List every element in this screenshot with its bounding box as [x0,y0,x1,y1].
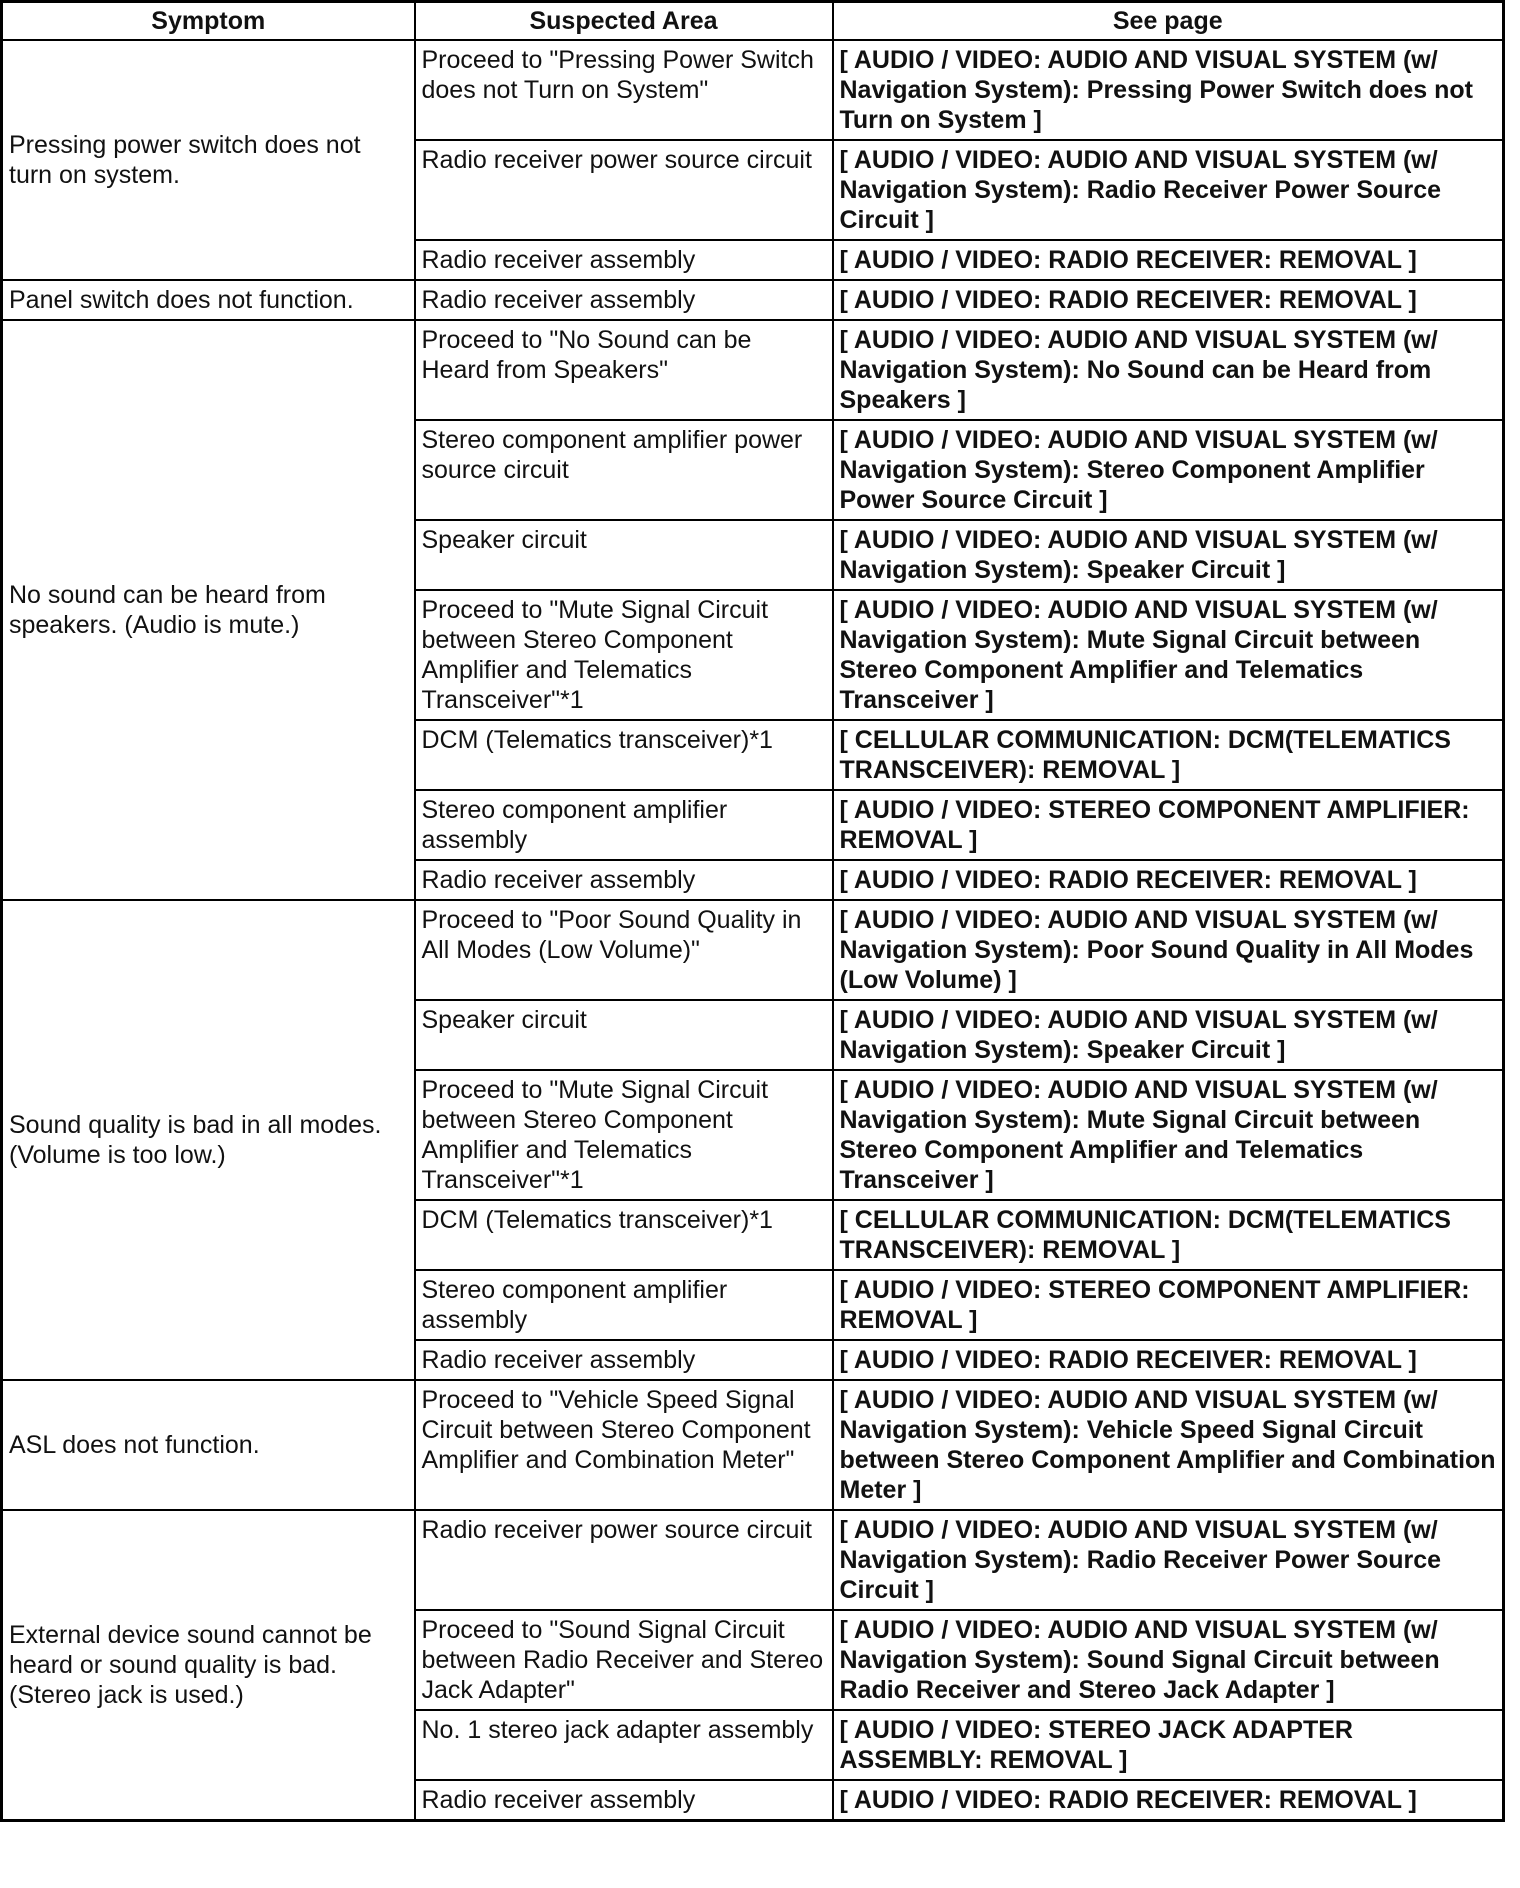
see-page-link[interactable]: [ AUDIO / VIDEO: AUDIO AND VISUAL SYSTEM (w/ Navigation System): No Sound can be Heard from Speakers ] [833,320,1504,420]
header-symptom: Symptom [2,2,415,41]
suspected-area-cell: Proceed to "No Sound can be Heard from Speakers" [415,320,833,420]
suspected-area-cell: Radio receiver assembly [415,860,833,900]
see-page-link[interactable]: [ AUDIO / VIDEO: RADIO RECEIVER: REMOVAL ] [833,240,1504,280]
see-page-link[interactable]: [ AUDIO / VIDEO: RADIO RECEIVER: REMOVAL ] [833,860,1504,900]
suspected-area-cell: Radio receiver assembly [415,240,833,280]
see-page-link[interactable]: [ AUDIO / VIDEO: AUDIO AND VISUAL SYSTEM (w/ Navigation System): Speaker Circuit ] [833,1000,1504,1070]
header-suspected-area: Suspected Area [415,2,833,41]
suspected-area-cell: Proceed to "Mute Signal Circuit between Stereo Component Amplifier and Telematics Transceiver"*1 [415,1070,833,1200]
suspected-area-cell: Stereo component amplifier assembly [415,1270,833,1340]
suspected-area-cell: Radio receiver assembly [415,1780,833,1821]
table-row [2,320,1504,420]
symptom-cell: External device sound cannot be heard or sound quality is bad. (Stereo jack is used.) [2,1510,415,1821]
suspected-area-cell: Radio receiver power source circuit [415,1510,833,1610]
suspected-area-cell: Radio receiver power source circuit [415,140,833,240]
suspected-area-cell: DCM (Telematics transceiver)*1 [415,1200,833,1270]
table-row [2,40,1504,140]
symptom-cell: No sound can be heard from speakers. (Audio is mute.) [2,320,415,900]
suspected-area-cell: Speaker circuit [415,520,833,590]
table-row [2,1380,1504,1510]
see-page-link[interactable]: [ CELLULAR COMMUNICATION: DCM(TELEMATICS TRANSCEIVER): REMOVAL ] [833,720,1504,790]
suspected-area-cell: Proceed to "Sound Signal Circuit between Radio Receiver and Stereo Jack Adapter" [415,1610,833,1710]
see-page-link[interactable]: [ AUDIO / VIDEO: AUDIO AND VISUAL SYSTEM (w/ Navigation System): Radio Receiver Power Source Circuit ] [833,1510,1504,1610]
suspected-area-cell: Proceed to "Mute Signal Circuit between Stereo Component Amplifier and Telematics Transceiver"*1 [415,590,833,720]
see-page-link[interactable]: [ AUDIO / VIDEO: AUDIO AND VISUAL SYSTEM (w/ Navigation System): Stereo Component Amplifier Power Source Circuit ] [833,420,1504,520]
suspected-area-cell: No. 1 stereo jack adapter assembly [415,1710,833,1780]
see-page-link[interactable]: [ AUDIO / VIDEO: STEREO COMPONENT AMPLIFIER: REMOVAL ] [833,790,1504,860]
suspected-area-cell: Stereo component amplifier assembly [415,790,833,860]
see-page-link[interactable]: [ CELLULAR COMMUNICATION: DCM(TELEMATICS TRANSCEIVER): REMOVAL ] [833,1200,1504,1270]
see-page-link[interactable]: [ AUDIO / VIDEO: AUDIO AND VISUAL SYSTEM (w/ Navigation System): Speaker Circuit ] [833,520,1504,590]
see-page-link[interactable]: [ AUDIO / VIDEO: AUDIO AND VISUAL SYSTEM (w/ Navigation System): Pressing Power Switch does not Turn on System ] [833,40,1504,140]
header-row [2,2,1504,41]
see-page-link[interactable]: [ AUDIO / VIDEO: RADIO RECEIVER: REMOVAL ] [833,1340,1504,1380]
suspected-area-cell: Stereo component amplifier power source circuit [415,420,833,520]
see-page-link[interactable]: [ AUDIO / VIDEO: AUDIO AND VISUAL SYSTEM (w/ Navigation System): Mute Signal Circuit between Stereo Component Amplifier and Telematics Transceiver ] [833,1070,1504,1200]
suspected-area-cell: Proceed to "Pressing Power Switch does not Turn on System" [415,40,833,140]
see-page-link[interactable]: [ AUDIO / VIDEO: RADIO RECEIVER: REMOVAL ] [833,1780,1504,1821]
see-page-link[interactable]: [ AUDIO / VIDEO: AUDIO AND VISUAL SYSTEM (w/ Navigation System): Poor Sound Quality in All Modes (Low Volume) ] [833,900,1504,1000]
symptom-cell: Pressing power switch does not turn on system. [2,40,415,280]
see-page-link[interactable]: [ AUDIO / VIDEO: RADIO RECEIVER: REMOVAL ] [833,280,1504,320]
suspected-area-cell: Proceed to "Vehicle Speed Signal Circuit between Stereo Component Amplifier and Combination Meter" [415,1380,833,1510]
see-page-link[interactable]: [ AUDIO / VIDEO: STEREO JACK ADAPTER ASSEMBLY: REMOVAL ] [833,1710,1504,1780]
symptom-cell: ASL does not function. [2,1380,415,1510]
table-row [2,280,1504,320]
see-page-link[interactable]: [ AUDIO / VIDEO: STEREO COMPONENT AMPLIFIER: REMOVAL ] [833,1270,1504,1340]
suspected-area-cell: Radio receiver assembly [415,1340,833,1380]
suspected-area-cell: Proceed to "Poor Sound Quality in All Modes (Low Volume)" [415,900,833,1000]
symptom-cell: Sound quality is bad in all modes. (Volume is too low.) [2,900,415,1380]
see-page-link[interactable]: [ AUDIO / VIDEO: AUDIO AND VISUAL SYSTEM (w/ Navigation System): Sound Signal Circuit between Radio Receiver and Stereo Jack Adapter ] [833,1610,1504,1710]
suspected-area-cell: DCM (Telematics transceiver)*1 [415,720,833,790]
table-row [2,1510,1504,1610]
see-page-link[interactable]: [ AUDIO / VIDEO: AUDIO AND VISUAL SYSTEM (w/ Navigation System): Vehicle Speed Signal Circuit between Stereo Component Amplifier and Combination Meter ] [833,1380,1504,1510]
table-row [2,900,1504,1000]
symptom-cell: Panel switch does not function. [2,280,415,320]
see-page-link[interactable]: [ AUDIO / VIDEO: AUDIO AND VISUAL SYSTEM (w/ Navigation System): Radio Receiver Power Source Circuit ] [833,140,1504,240]
suspected-area-cell: Radio receiver assembly [415,280,833,320]
suspected-area-cell: Speaker circuit [415,1000,833,1070]
see-page-link[interactable]: [ AUDIO / VIDEO: AUDIO AND VISUAL SYSTEM (w/ Navigation System): Mute Signal Circuit between Stereo Component Amplifier and Telematics Transceiver ] [833,590,1504,720]
header-see-page: See page [833,2,1504,41]
table-body [2,40,1504,1821]
